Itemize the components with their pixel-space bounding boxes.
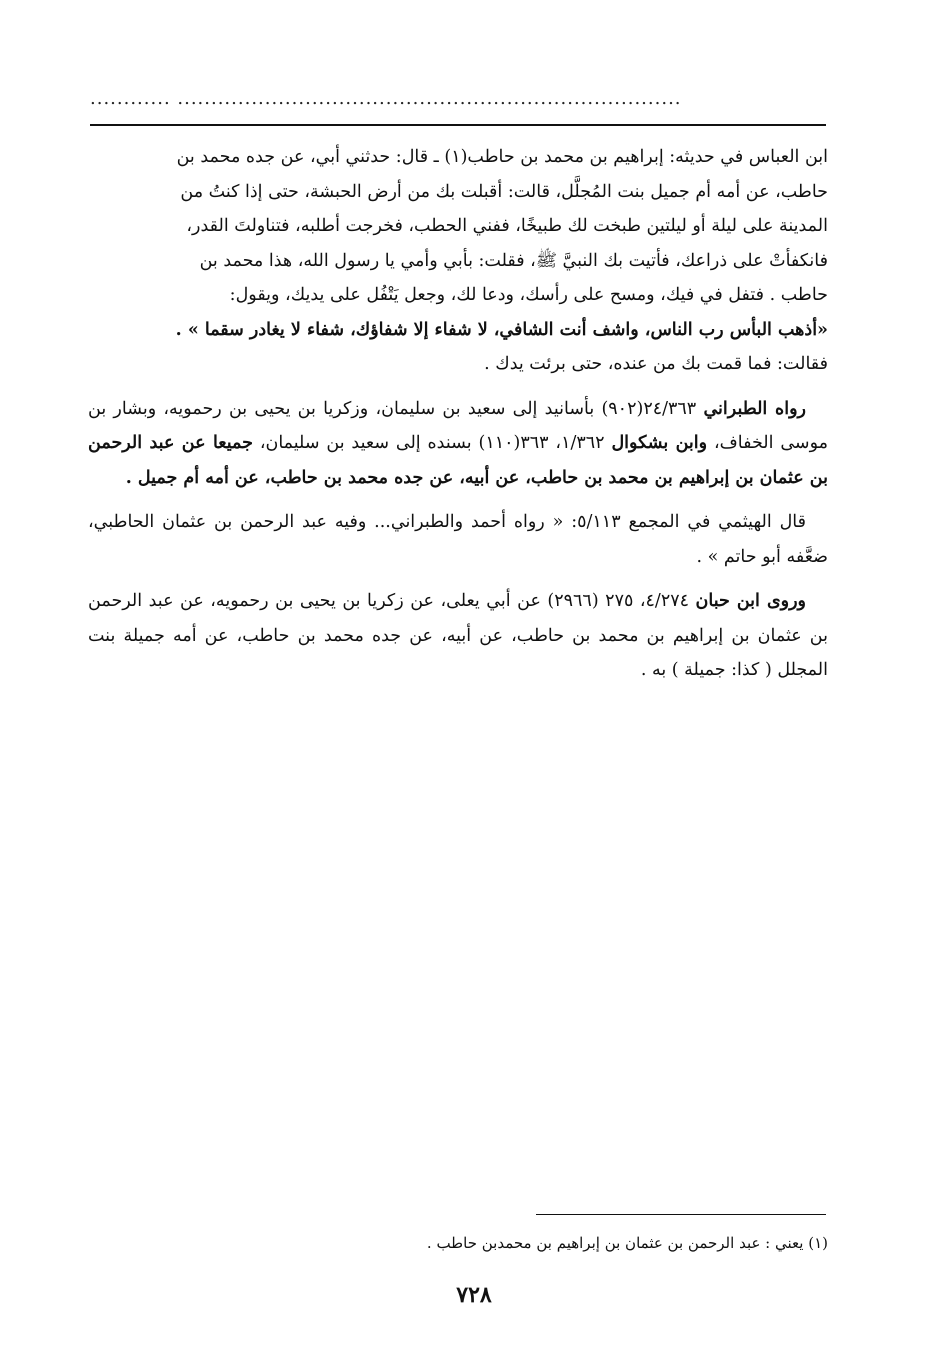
dua-line: «أذهب البأس رب الناس، واشف أنت الشافي، لا شفاء إلا شفاؤك، شفاء لا يغادر سقما » . [175, 319, 828, 340]
paragraph-text: ١/٣٦٢، ٣٦٣(١١٠) بسنده إلى سعيد بن سليمان، [252, 433, 612, 453]
text-line: حاطب، عن أمه أم جميل بنت المُجلَّل، قالت: أقبلت بك من أرض الحبشة، حتى إذا كنتُ من [180, 181, 828, 202]
text-line: حاطب . فتفل في فيك، ومسح على رأسك، ودعا لك، وجعل يَتْفُل على يديك، ويقول: [229, 285, 828, 305]
footnote: (١) يعني : عبد الرحمن بن عثمان بن إبراهيم بن محمدبن حاطب . [426, 1234, 828, 1252]
source-tabarani: رواه الطبراني [703, 398, 806, 419]
text-line: فقالت: فما قمت بك من عنده، حتى برئت يدك . [484, 354, 828, 374]
paragraph-haythami [88, 505, 828, 574]
paragraph-text: قال الهيثمي في المجمع ٥/١١٣: « رواه أحمد والطبراني... وفيه عبد الرحمن بن عثمان الحاطبي، ضعَّفه أبو حاتم » . [88, 512, 828, 567]
footnote-rule [536, 1214, 826, 1215]
page-number: ٧٢٨ [456, 1282, 492, 1308]
text-line: فانكفأتْ على ذراعك، فأتيت بك النبيَّ ﷺ، فقلت: بأبي وأمي يا رسول الله، هذا محمد بن [199, 250, 828, 271]
paragraph-hadith [88, 140, 828, 382]
isnad-chain: جميعا عن عبد الرحمن بن عثمان بن إبراهيم بن محمد بن حاطب، عن أبيه، عن جده محمد بن حاطب، عن أمه أم جميل . [88, 433, 828, 488]
paragraph-text: ٢٤/٣٦٣(٩٠٢) بأسانيد إلى سعيد بن سليمان، وزكريا بن يحيى بن رحمويه، وبشار بن موسى الخفاف، [88, 398, 828, 453]
source-bashkuwal: وابن بشكوال [611, 433, 708, 453]
main-text [88, 140, 828, 688]
source-ibn-hibban: وروى ابن حبان [695, 591, 806, 611]
paragraph-text: ٤/٢٧٤، ٢٧٥ (٢٩٦٦) عن أبي يعلى، عن زكريا بن يحيى بن رحمويه، عن عبد الرحمن بن عثمان بن إبراهيم بن محمد بن حاطب، عن أبيه، عن جده محمد بن حاطب، عن أمه جميلة بنت المجلل ( كذا: جميلة ) به . [88, 591, 828, 680]
text-line: المدينة على ليلة أو ليلتين طبخت لك طبيخًا، ففني الحطب، فخرجت أطلبه، فتناولتَ القدر، [186, 216, 828, 236]
header-dotted-line: ............ ........................................................................... [90, 88, 682, 109]
paragraph-ibn-hibban [88, 584, 828, 688]
header-rule [90, 124, 826, 126]
paragraph-tabarani [88, 392, 828, 496]
text-line: ابن العباس في حديثه: إبراهيم بن محمد بن حاطب(١) ـ قال: حدثني أبي، عن جده محمد بن [176, 147, 828, 167]
